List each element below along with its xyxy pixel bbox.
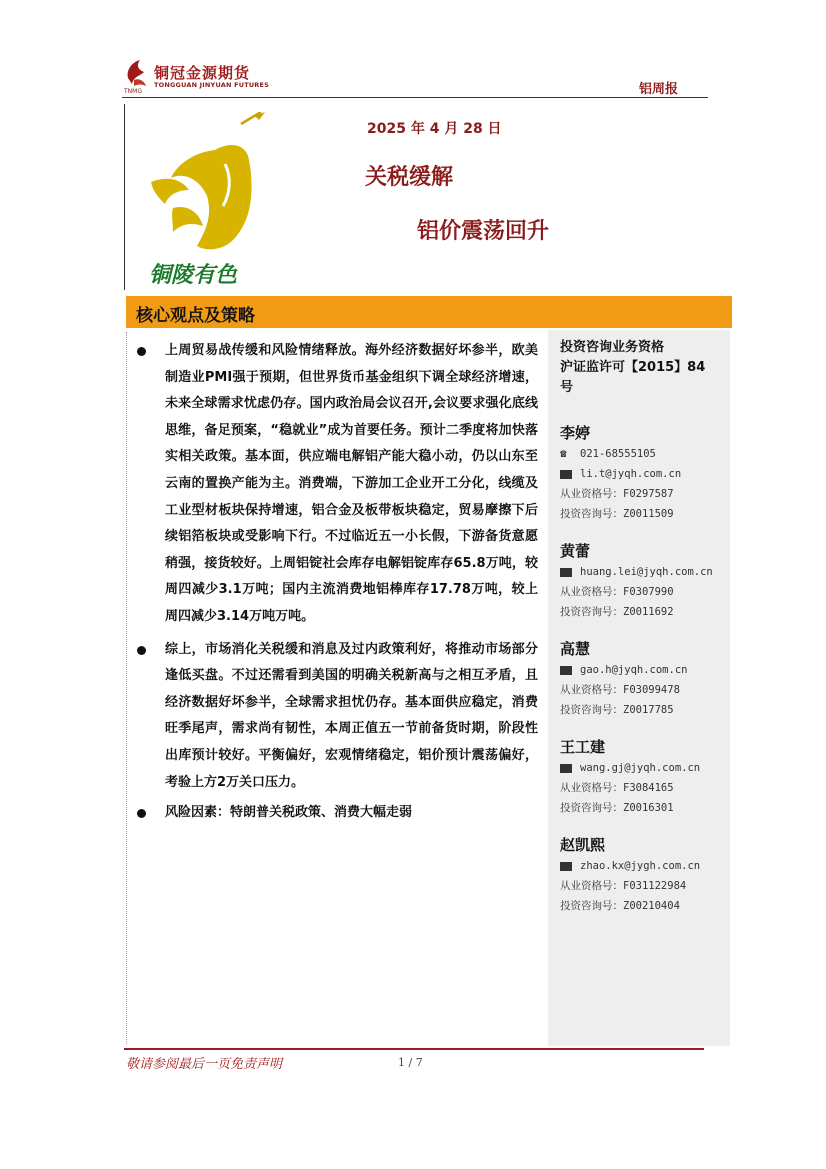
mail-icon: [560, 568, 572, 577]
bullet-text: 上周贸易战传缓和风险情绪释放。海外经济数据好坏参半，欧美制造业PMI强于预期，但世界货币基金组织下调全球经济增速，未来全球需求忧虑仍存。国内政治局会议召开,会议要求强化底线思维，备足预案，“稳就业”成为首要任务。预计二季度将加快落实相关政策。基本面，供应端电解铝产能大稳小动，仍以山东至云南的置换产能为主。消费端，下游加工企业开工分化，线缆及工业型材板块保持增速，铝合金及板带板块稳定，贸易摩擦下后续铝箔板块或受影响下行。不过临近五一小长假，下游备货意愿稍强，接货较好。上周铝锭社会库存电解铝锭库存65.8万吨，较周四减少3.1万吨；国内主流消费地铝棒库存17.78万吨，较上周四减少3.14万吨万吨。: [165, 343, 538, 624]
report-title-line2: 铝价震荡回升: [417, 219, 550, 244]
report-date: 2025 年 4 月 28 日: [367, 121, 502, 137]
analyst-name: 赵凯熙: [560, 836, 606, 854]
license-info: [560, 338, 720, 398]
bullet-item: [127, 637, 538, 797]
analyst-card: [560, 736, 720, 818]
analyst-email[interactable]: zhao.kx@jygh.com.cn: [560, 856, 720, 876]
analyst-email[interactable]: li.t@jyqh.com.cn: [560, 464, 720, 484]
mail-icon: [560, 470, 572, 479]
bullet-dot-icon: [137, 646, 146, 655]
analyst-consult: 投资咨询号：Z0016301: [560, 802, 674, 814]
analyst-phone: ☎ 021-68555105: [560, 444, 720, 464]
analyst-consult: 投资咨询号：Z0017785: [560, 704, 674, 716]
phone-icon: ☎: [560, 447, 567, 460]
mail-icon: [560, 666, 572, 675]
footer-disclaimer: 敬请参阅最后一页免责声明: [126, 1057, 283, 1072]
company-name-cn: 铜冠金源期货: [154, 64, 251, 82]
page-header: [122, 52, 708, 98]
analyst-cert: 从业资格号：F0297587: [560, 488, 674, 500]
bullet-dot-icon: [137, 809, 146, 818]
bullet-item: [127, 338, 538, 631]
license-line: 沪证监许可【2015】84: [560, 360, 706, 375]
bullet-item: [127, 800, 538, 827]
bullet-text: 综上，市场消化关税缓和消息及过内政策利好，将推动市场部分逢低买盘。不过还需看到美国的明确关税新高与之相互矛盾，且经济数据好坏参半，全球需求担忧仍存。基本面供应稳定，消费旺季尾声，需求尚有韧性，本周正值五一节前备货时期，阶段性出库预计较好。平衡偏好，宏观情绪稳定，铝价预计震荡偏好，考验上方2万关口压力。: [165, 641, 538, 790]
analyst-consult: 投资咨询号：Z0011509: [560, 508, 674, 520]
art-caption: 铜陵有色: [149, 262, 238, 288]
bullet-text: 风险因素：特朗普关税政策、消费大幅走弱: [165, 805, 413, 821]
analyst-consult: 投资咨询号：Z00210404: [560, 900, 680, 912]
analyst-cert: 从业资格号：F031122984: [560, 880, 687, 892]
analyst-name: 黄蕾: [560, 542, 591, 560]
company-abbr: TNMG: [124, 88, 142, 95]
license-line: 号: [560, 380, 574, 395]
analyst-card: [560, 638, 720, 720]
report-title-line1: 关税缓解: [365, 165, 454, 190]
analyst-consult: 投资咨询号：Z0011692: [560, 606, 674, 618]
section-title: 核心观点及策略: [136, 306, 255, 326]
analyst-sidebar: [548, 330, 730, 1046]
footer-divider: [124, 1048, 704, 1050]
analyst-name: 王工建: [560, 738, 606, 756]
analyst-email[interactable]: huang.lei@jyqh.com.cn: [560, 562, 720, 582]
company-name-en: TONGGUAN JINYUAN FUTURES: [154, 81, 270, 89]
analyst-card: [560, 834, 720, 916]
analyst-card: [560, 422, 720, 524]
analyst-cert: 从业资格号：F3084165: [560, 782, 674, 794]
analyst-name: 高慧: [560, 640, 591, 658]
analyst-email[interactable]: wang.gj@jyqh.com.cn: [560, 758, 720, 778]
bullet-dot-icon: [137, 347, 146, 356]
analyst-card: [560, 540, 720, 622]
license-line: 投资咨询业务资格: [560, 340, 665, 355]
analyst-name: 李婷: [560, 424, 591, 442]
analyst-cert: 从业资格号：F0307990: [560, 586, 674, 598]
mail-icon: [560, 764, 572, 773]
report-type: 铝周报: [638, 82, 678, 97]
tongling-logo-icon: [143, 112, 273, 290]
section-header: [126, 296, 732, 328]
mail-icon: [560, 862, 572, 871]
analyst-email[interactable]: gao.h@jyqh.com.cn: [560, 660, 720, 680]
main-content: [126, 332, 538, 1044]
analyst-cert: 从业资格号：F03099478: [560, 684, 680, 696]
page-number: 1 / 7: [398, 1056, 423, 1069]
hero-banner: [124, 104, 734, 290]
